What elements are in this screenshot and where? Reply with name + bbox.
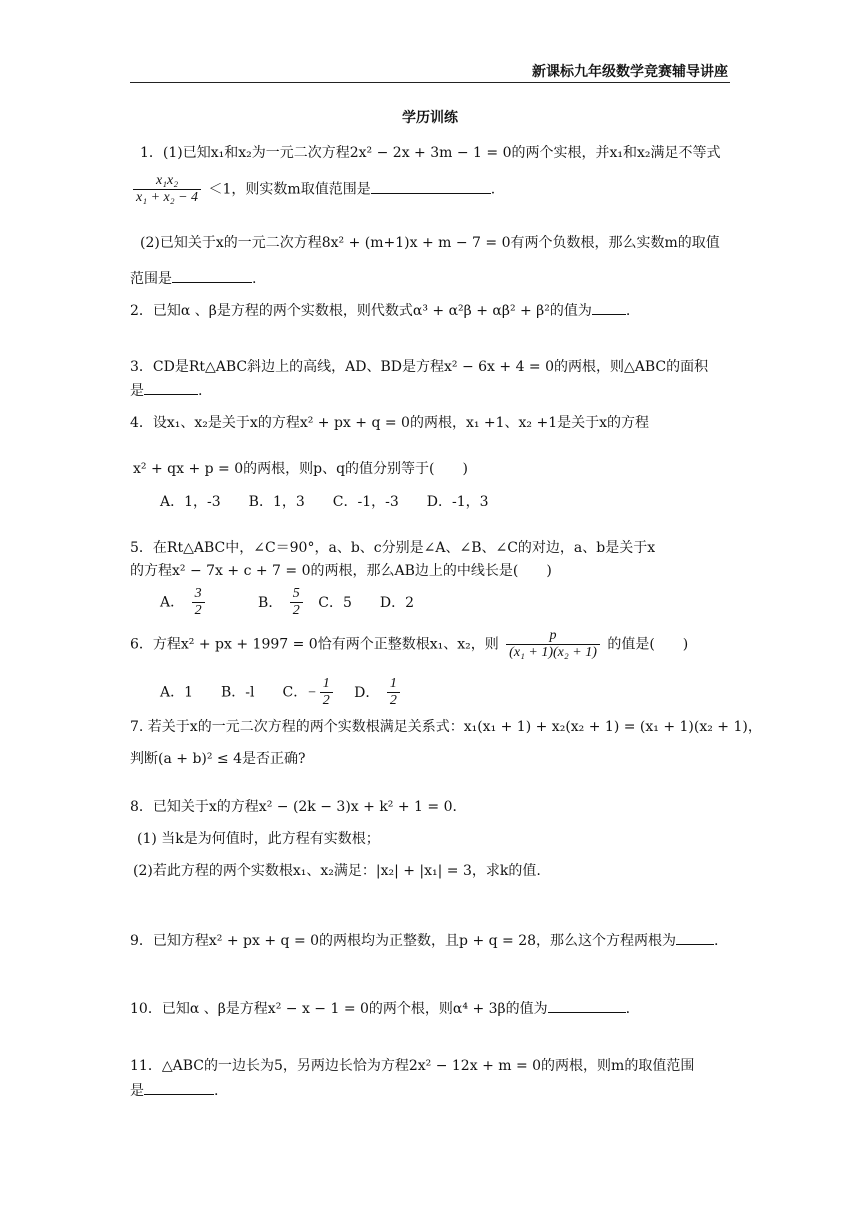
q6d-numerator: 1 <box>387 676 400 693</box>
q1-part2-period: . <box>252 271 257 287</box>
q10-line <box>130 998 630 1018</box>
q1-part1-line: 1．(1)已知x₁和x₂为一元二次方程2x² − 2x + 3m − 1 = 0的两个实根，并x₁和x₂满足不等式 <box>140 145 721 161</box>
q5b-denominator: 2 <box>292 603 300 618</box>
q1-part2-line: (2)已知关于x的一元二次方程8x² + (m+1)x + m − 7 = 0有两个负数根，那么实数m的取值 <box>140 235 720 251</box>
q3-blank <box>144 393 198 395</box>
header-divider <box>130 82 730 83</box>
q6-denominator: (x₁ + 1)(x₂ + 1) <box>509 645 597 660</box>
q9-blank <box>676 943 714 945</box>
q1-part2-text: 范围是 <box>130 271 172 287</box>
q1-fraction-denominator: x₁ + x₂ − 4 <box>136 190 199 205</box>
q5-line: 5．在Rt△ABC中，∠C＝90°，a、b、c分别是∠A、∠B、∠C的对边，a、b是关于x <box>130 540 656 556</box>
q3-line: 3．CD是Rt△ABC斜边上的高线，AD、BD是方程x² − 6x + 4 = 0的两根，则△ABC的面积 <box>130 359 709 375</box>
q5a-numerator: 3 <box>192 586 205 603</box>
q6-fraction <box>506 628 600 661</box>
q1-inequality <box>130 173 495 206</box>
q9-period: . <box>714 933 719 949</box>
q6-option-d-label: D． <box>354 684 380 701</box>
q6d-denominator: 2 <box>389 693 397 708</box>
q5-option-b-fraction <box>290 586 303 619</box>
q5-line2: 的方程x² − 7x + c + 7 = 0的两根，那么AB边上的中线长是( ) <box>130 563 552 579</box>
q7-line: 7. 若关于x的一元二次方程的两个实数根满足关系式：x₁(x₁ + 1) + x₂(x₂ + 1) = (x₁ + 1)(x₂ + 1)， <box>130 719 762 735</box>
q6-numerator: p <box>506 628 600 645</box>
q6-option-d-fraction <box>387 676 400 709</box>
q1-inequality-text: ＜1，则实数m取值范围是 <box>208 181 371 198</box>
q6-text: 6．方程x² + px + 1997 = 0恰有两个正整数根x₁、x₂，则 <box>130 636 499 653</box>
q6-line <box>130 628 688 661</box>
q4-line: 4．设x₁、x₂是关于x的方程x² + px + q = 0的两根，x₁ +1、x₂ +1是关于x的方程 <box>130 415 650 431</box>
q3-text: 是 <box>130 383 144 399</box>
q9-line <box>130 930 719 950</box>
q2-text: 2．已知α 、β是方程的两个实数根，则代数式α³ + α²β + αβ² + β²的值为 <box>130 303 592 319</box>
q6-options <box>160 676 403 709</box>
q2-line <box>130 300 630 320</box>
q6-option-c-fraction <box>320 676 333 709</box>
q6-options-abc: A．1 B．-l C． <box>160 684 308 701</box>
q2-period: . <box>625 303 631 319</box>
q1-part2-blank <box>172 281 252 283</box>
q5-option-a-label: A． <box>160 594 185 611</box>
header-title: 新课标九年级数学竞赛辅导讲座 <box>532 64 728 80</box>
q8-line: 8．已知关于x的方程x² − (2k − 3)x + k² + 1 = 0． <box>130 799 467 815</box>
q11-period: . <box>214 1083 219 1099</box>
q9-text: 9．已知方程x² + px + q = 0的两根均为正整数，且p + q = 28，那么这个方程两根为 <box>130 933 677 949</box>
q8-part2: (2)若此方程的两个实数根x₁、x₂满足：|x₂| + |x₁| = 3，求k的值. <box>133 863 541 879</box>
q5-options <box>160 586 414 619</box>
q3-continuation <box>130 380 202 400</box>
q5-option-b-label: B． <box>258 594 283 611</box>
page-title: 学历训练 <box>402 110 458 126</box>
q1-part2-continuation <box>130 268 256 288</box>
q2-blank <box>592 313 626 315</box>
q1-fraction-numerator: x₁x₂ <box>133 173 201 190</box>
q11-line: 11．△ABC的一边长为5，另两边长恰为方程2x² − 12x + m = 0的两根，则m的取值范围 <box>130 1058 695 1074</box>
q1-answer-blank <box>371 192 491 194</box>
q11-continuation <box>130 1080 218 1100</box>
q4-line2: x² + qx + p = 0的两根，则p、q的值分别等于( ) <box>133 461 468 477</box>
q7-line2: 判断(a + b)² ≤ 4是否正确? <box>130 751 306 767</box>
q10-text: 10．已知α 、β是方程x² − x − 1 = 0的两个根，则α⁴ + 3β的值为 <box>130 1001 548 1017</box>
q5a-denominator: 2 <box>194 603 202 618</box>
q6c-denominator: 2 <box>322 693 330 708</box>
q1-period: . <box>490 181 496 198</box>
q11-blank <box>144 1093 214 1095</box>
q11-text: 是 <box>130 1083 144 1099</box>
q6-text-end: 的值是( ) <box>607 636 689 653</box>
q6c-numerator: 1 <box>320 676 333 693</box>
q3-period: . <box>198 383 203 399</box>
q4-options: A．1，-3 B．1，3 C．-1，-3 D．-1，3 <box>160 494 489 510</box>
q5b-numerator: 5 <box>290 586 303 603</box>
q5-options-cd: C．5 D．2 <box>318 594 414 611</box>
q10-period: . <box>625 1001 631 1017</box>
q8-part1: (1) 当k是为何值时，此方程有实数根； <box>137 831 380 847</box>
q10-blank <box>548 1011 626 1013</box>
q5-option-a-fraction <box>192 586 205 619</box>
q6c-sign: − <box>307 685 317 701</box>
q1-fraction <box>133 173 201 206</box>
